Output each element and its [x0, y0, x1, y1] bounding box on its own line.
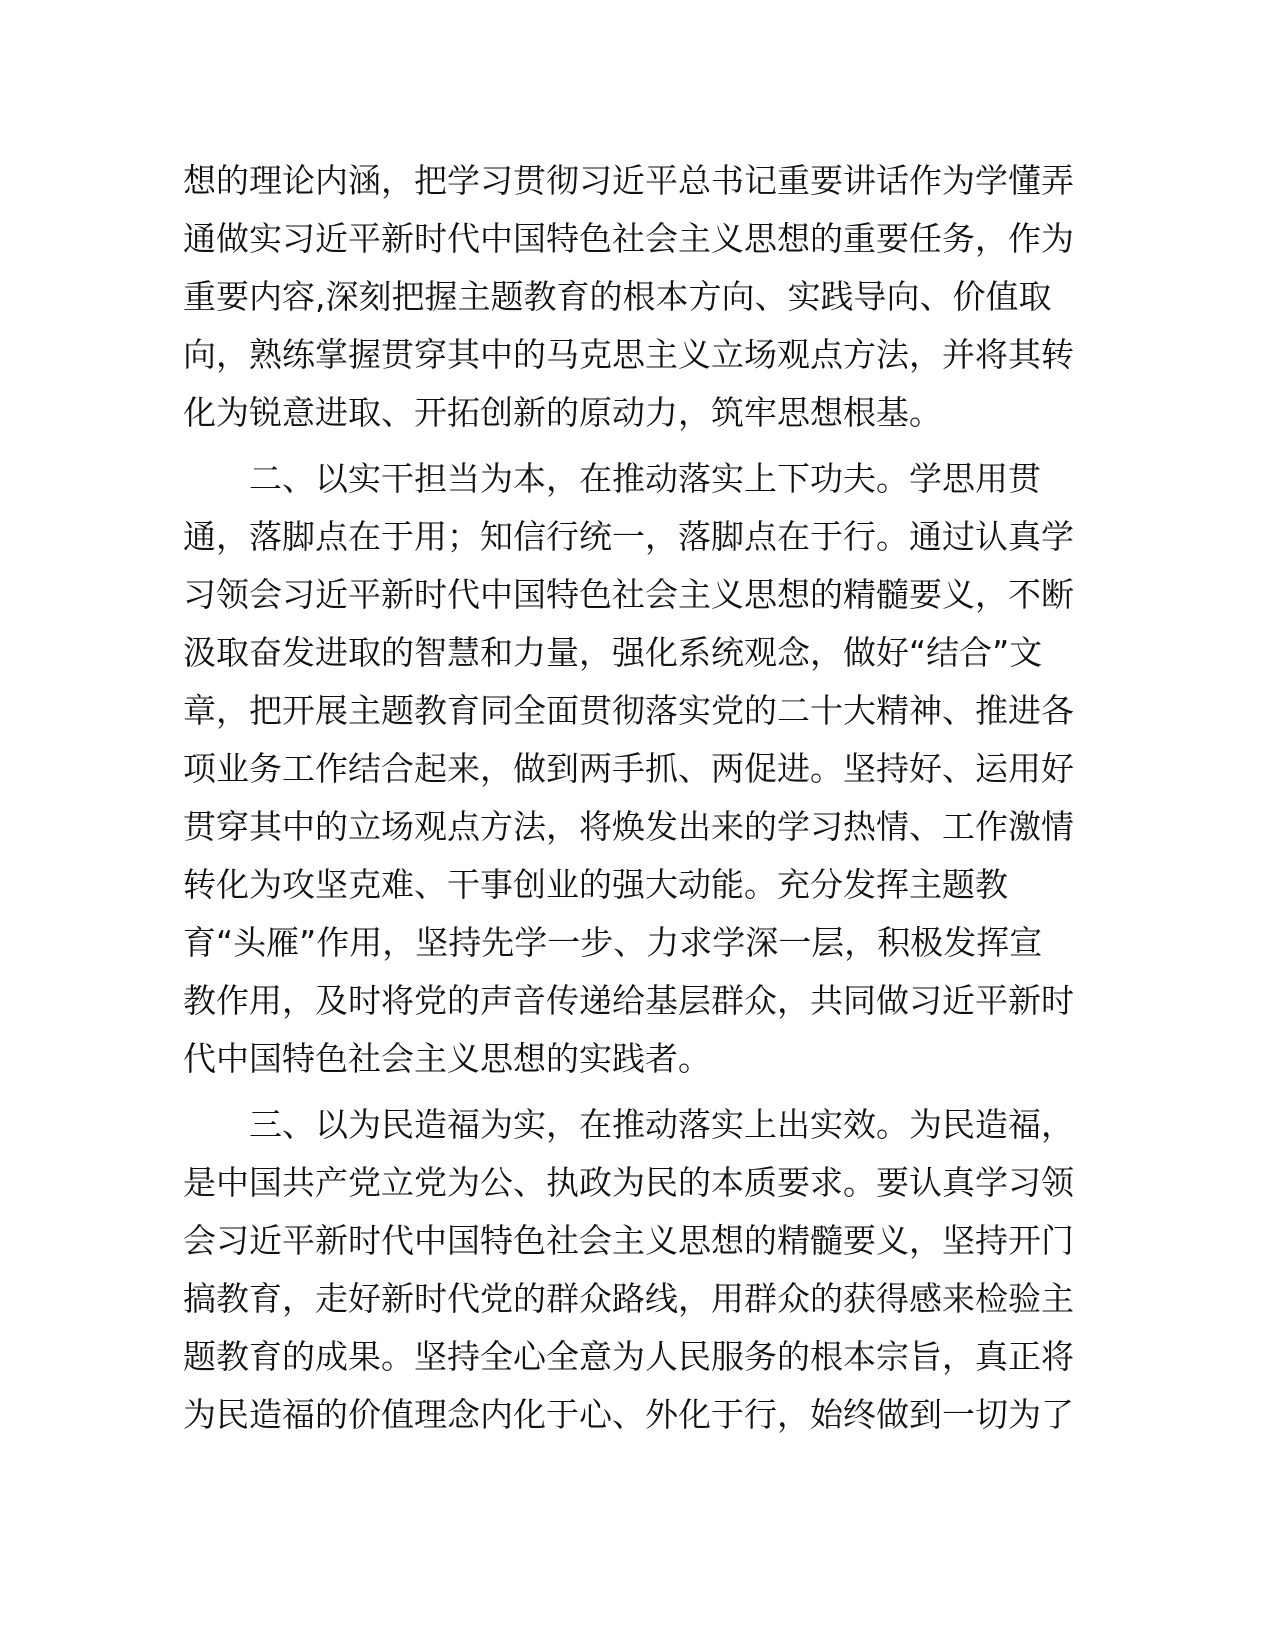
text-line: 二、以实干担当为本，在推动落实上下功夫。学思用贯: [183, 459, 1041, 498]
text-line: 教作用，及时将党的声音传递给基层群众，共同做习近平新时: [183, 981, 1074, 1020]
paragraph: [183, 450, 1093, 1088]
text-line: 重要内容,深刻把握主题教育的根本方向、实践导向、价值取: [183, 277, 1052, 316]
text-line: 章，把开展主题教育同全面贯彻落实党的二十大精神、推进各: [183, 691, 1074, 730]
text-line: 转化为攻坚克难、干事创业的强大动能。充分发挥主题教: [183, 865, 1008, 904]
text-line: 育“头雁”作用，坚持先学一步、力求学深一层，积极发挥宣: [183, 923, 1043, 962]
text-line: 题教育的成果。坚持全心全意为人民服务的根本宗旨，真正将: [183, 1337, 1074, 1376]
text-line: 为民造福的价值理念内化于心、外化于行，始终做到一切为了: [183, 1395, 1074, 1434]
text-line: 是中国共产党立党为公、执政为民的本质要求。要认真学习领: [183, 1163, 1074, 1202]
text-line: 通，落脚点在于用；知信行统一，落脚点在于行。通过认真学: [183, 517, 1074, 556]
text-line: 向，熟练掌握贯穿其中的马克思主义立场观点方法，并将其转: [183, 335, 1074, 374]
text-line: 项业务工作结合起来，做到两手抓、两促进。坚持好、运用好: [183, 749, 1074, 788]
text-line: 搞教育，走好新时代党的群众路线，用群众的获得感来检验主: [183, 1279, 1074, 1318]
text-line: 贯穿其中的立场观点方法，将焕发出来的学习热情、工作激情: [183, 807, 1074, 846]
text-line: 汲取奋发进取的智慧和力量，强化系统观念，做好“结合”文: [183, 633, 1043, 672]
text-line: 三、以为民造福为实，在推动落实上出实效。为民造福，: [183, 1105, 1074, 1144]
text-line: 想的理论内涵，把学习贯彻习近平总书记重要讲话作为学懂弄: [183, 161, 1074, 200]
paragraph: [183, 1096, 1093, 1444]
body-text: [183, 152, 1093, 1452]
text-line: 通做实习近平新时代中国特色社会主义思想的重要任务，作为: [183, 219, 1074, 258]
text-line: 化为锐意进取、开拓创新的原动力，筑牢思想根基。: [183, 393, 942, 432]
text-line: 习领会习近平新时代中国特色社会主义思想的精髓要义，不断: [183, 575, 1074, 614]
text-line: 代中国特色社会主义思想的实践者。: [183, 1039, 711, 1078]
text-line: 会习近平新时代中国特色社会主义思想的精髓要义，坚持开门: [183, 1221, 1074, 1260]
paragraph: [183, 152, 1093, 442]
